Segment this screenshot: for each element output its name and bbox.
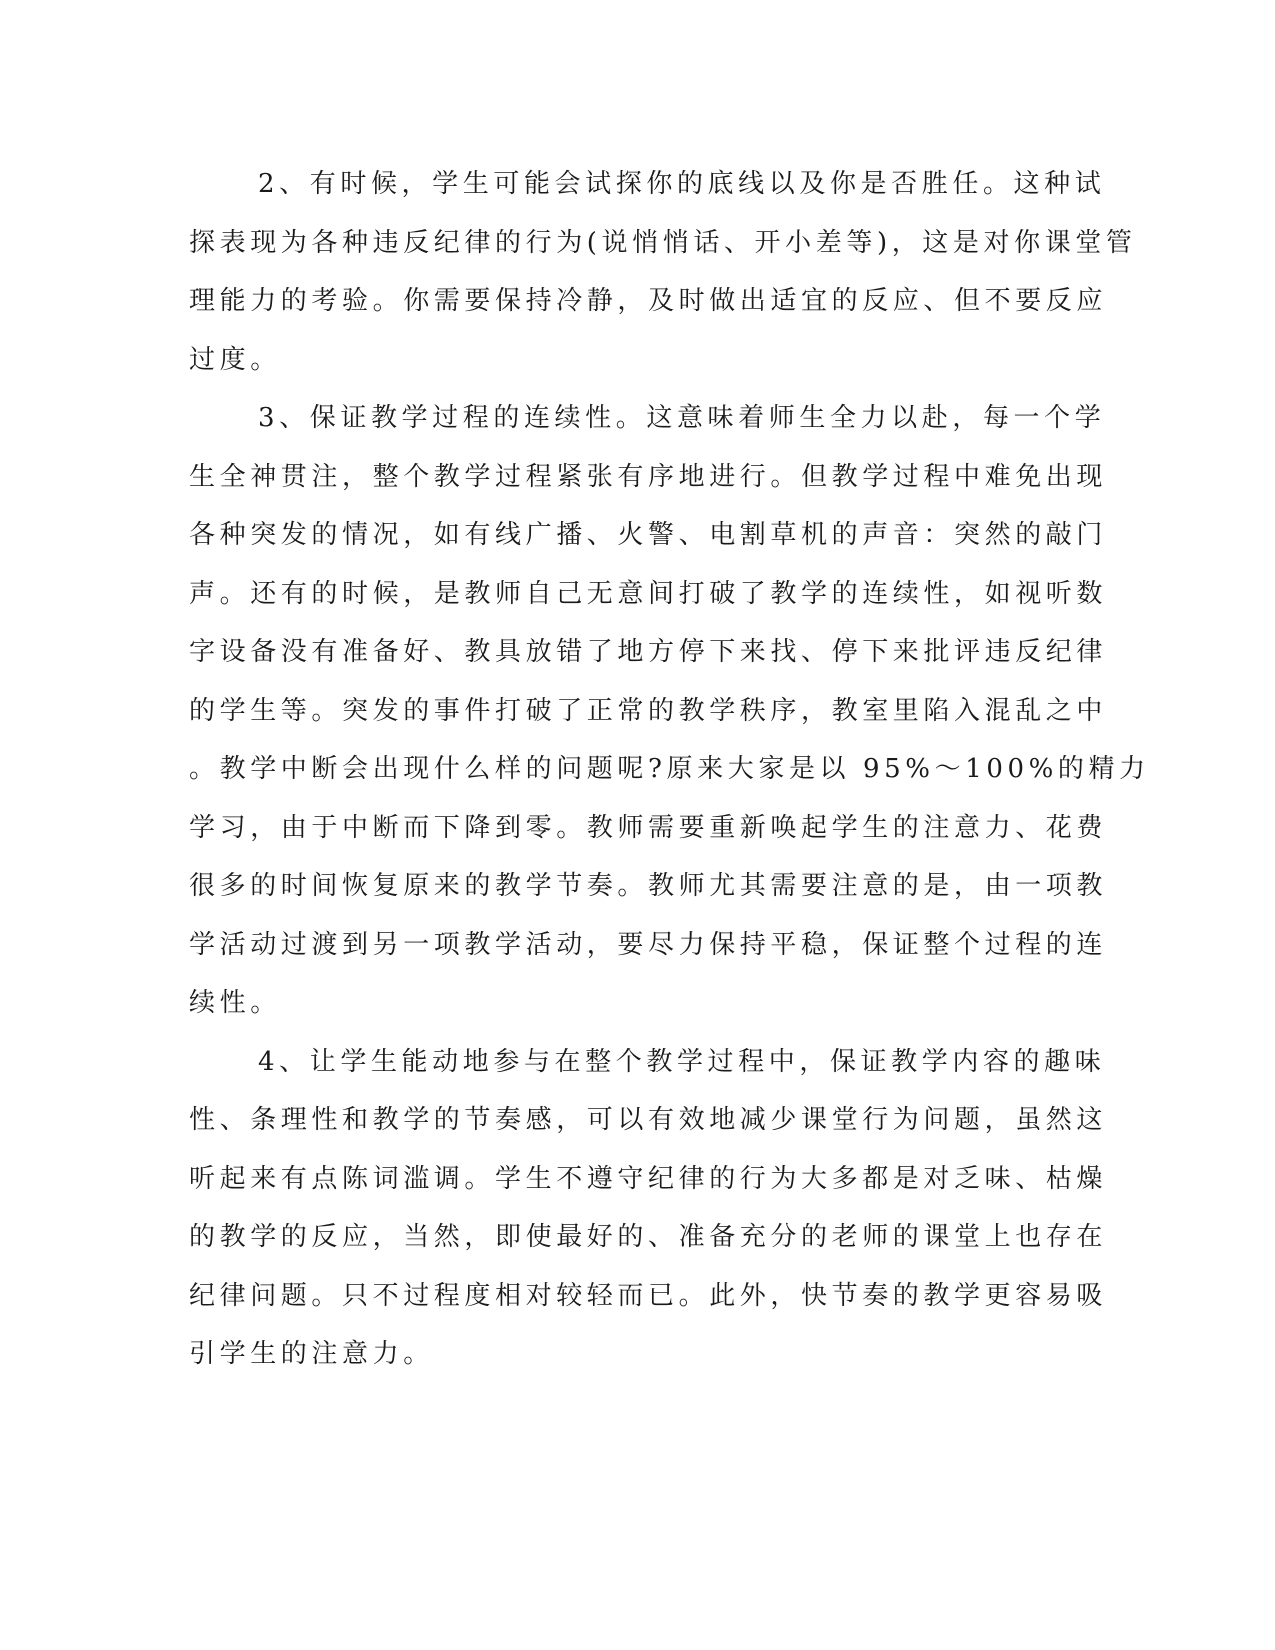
text-line: 各种突发的情况，如有线广播、火警、电割草机的声音：突然的敲门 xyxy=(189,520,1108,550)
text-line: 纪律问题。只不过程度相对较轻而已。此外，快节奏的教学更容易吸 xyxy=(189,1281,1108,1311)
text-line: 续性。 xyxy=(189,988,281,1018)
text-line: 学活动过渡到另一项教学活动，要尽力保持平稳，保证整个过程的连 xyxy=(189,930,1108,960)
text-line: 过度。 xyxy=(189,345,281,375)
text-line: 字设备没有准备好、教具放错了地方停下来找、停下来批评违反纪律 xyxy=(189,637,1108,667)
text-line: 很多的时间恢复原来的教学节奏。教师尤其需要注意的是，由一项教 xyxy=(189,871,1108,901)
text-line: 听起来有点陈词滥调。学生不遵守纪律的行为大多都是对乏味、枯燥 xyxy=(189,1164,1108,1194)
text-line: 声。还有的时候，是教师自己无意间打破了教学的连续性，如视听数 xyxy=(189,579,1108,609)
text-line: 探表现为各种违反纪律的行为(说悄悄话、开小差等)，这是对你课堂管 xyxy=(189,228,1137,258)
text-line: 3、保证教学过程的连续性。这意味着师生全力以赴，每一个学 xyxy=(258,403,1106,433)
text-line: 的教学的反应，当然，即使最好的、准备充分的老师的课堂上也存在 xyxy=(189,1222,1108,1252)
text-line: 4、让学生能动地参与在整个教学过程中，保证教学内容的趣味 xyxy=(258,1047,1106,1077)
text-line: 理能力的考验。你需要保持冷静，及时做出适宜的反应、但不要反应 xyxy=(189,286,1108,316)
text-line: 的学生等。突发的事件打破了正常的教学秩序，教室里陷入混乱之中 xyxy=(189,696,1108,726)
text-line: 2、有时候，学生可能会试探你的底线以及你是否胜任。这种试 xyxy=(258,169,1106,199)
text-line: 生全神贯注，整个教学过程紧张有序地进行。但教学过程中难免出现 xyxy=(189,462,1108,492)
text-line: 学习，由于中断而下降到零。教师需要重新唤起学生的注意力、花费 xyxy=(189,813,1108,843)
text-line: 。教学中断会出现什么样的问题呢?原来大家是以 95%～100%的精力 xyxy=(189,754,1150,784)
text-line: 引学生的注意力。 xyxy=(189,1339,434,1369)
text-line: 性、条理性和教学的节奏感，可以有效地减少课堂行为问题，虽然这 xyxy=(189,1105,1108,1135)
